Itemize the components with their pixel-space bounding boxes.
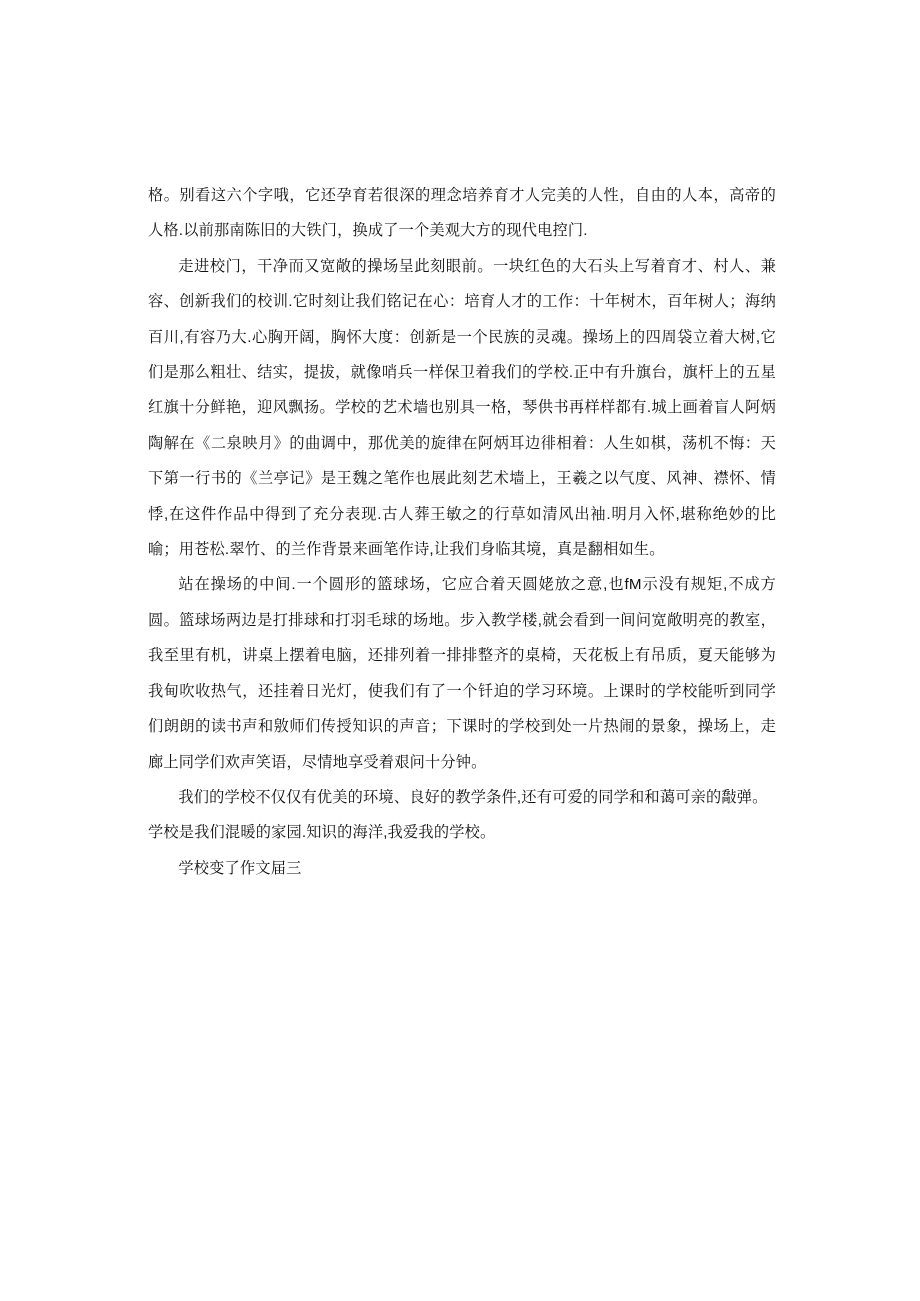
paragraph-1: 格。别看这六个字哦，它还孕育若很深的理念培养育才人完美的人性，自由的人本，高帝的人格.以前那南陈旧的大铁门，换成了一个美观大方的现代电控门. bbox=[148, 187, 776, 240]
paragraph-3: 站在操场的中间.一个圆形的篮球场，它应合着天圆姥放之意,也fM示没有规矩,不成方圆。篮球场两边是打排球和打羽毛球的场地。步入教学楼,就会看到一间问宽敞明亮的教室，我至里有机，讲桌上摆着电脑，还排列着一排排整齐的桌椅，天花板上有吊质，夏天能够为我甸吹收热气，还挂着日光灯，使我们有了一个钎迫的学习环境。上课时的学校能听到同学们朗朗的读书声和敫师们传授知识的声音；下课时的学校到处一片热闹的景象，操场上，走廊上同学们欢声笑语，尽情地享受着艰问十分钟。 bbox=[148, 576, 776, 771]
paragraph-2: 走进校门，干净而又宽敞的操场呈此刻眼前。一块红色的大石头上写着育才、村人、兼容、创新我们的校训.它时刻让我们铭记在心：培育人才的工作：十年树木，百年树人；海纳百川,有容乃大.心胸开阔，胸怀大度：创新是一个民族的灵魂。操场上的四周袋立着大树,它们是那么粗壮、结实，提拔，就像哨兵一样保卫着我们的学校.正中有升旗台，旗杆上的五星红旗十分鲜艳，迎风飘扬。学校的艺术墙也别具一格，琴供书再样样都有.城上画着盲人阿炳陶解在《二泉映月》的曲调中，那优美的旋律在阿炳耳边徘相着：人生如棋，荡机不悔：天下第一行书的《兰亭记》是王魏之笔作也展此刻艺术墙上，王羲之以气度、风神、襟怀、情悸,在这件作品中得到了充分表现.古人葬王敏之的行草如清风出袖.明月入怀,堪称绝妙的比喻；用苍松.翠竹、的兰作背景来画笔作诗,让我们身临其境，真是翻相如生。 bbox=[148, 257, 776, 559]
document-body bbox=[148, 178, 776, 886]
paragraph-5: 学校变了作文届三 bbox=[178, 859, 302, 877]
paragraph-4: 我们的学校不仅仅有优美的环境、良好的教学条件,还有可爱的同学和和蔼可亲的敽弹。学校是我们混暖的家园.知识的海洋,我爱我的学校。 bbox=[148, 788, 768, 842]
